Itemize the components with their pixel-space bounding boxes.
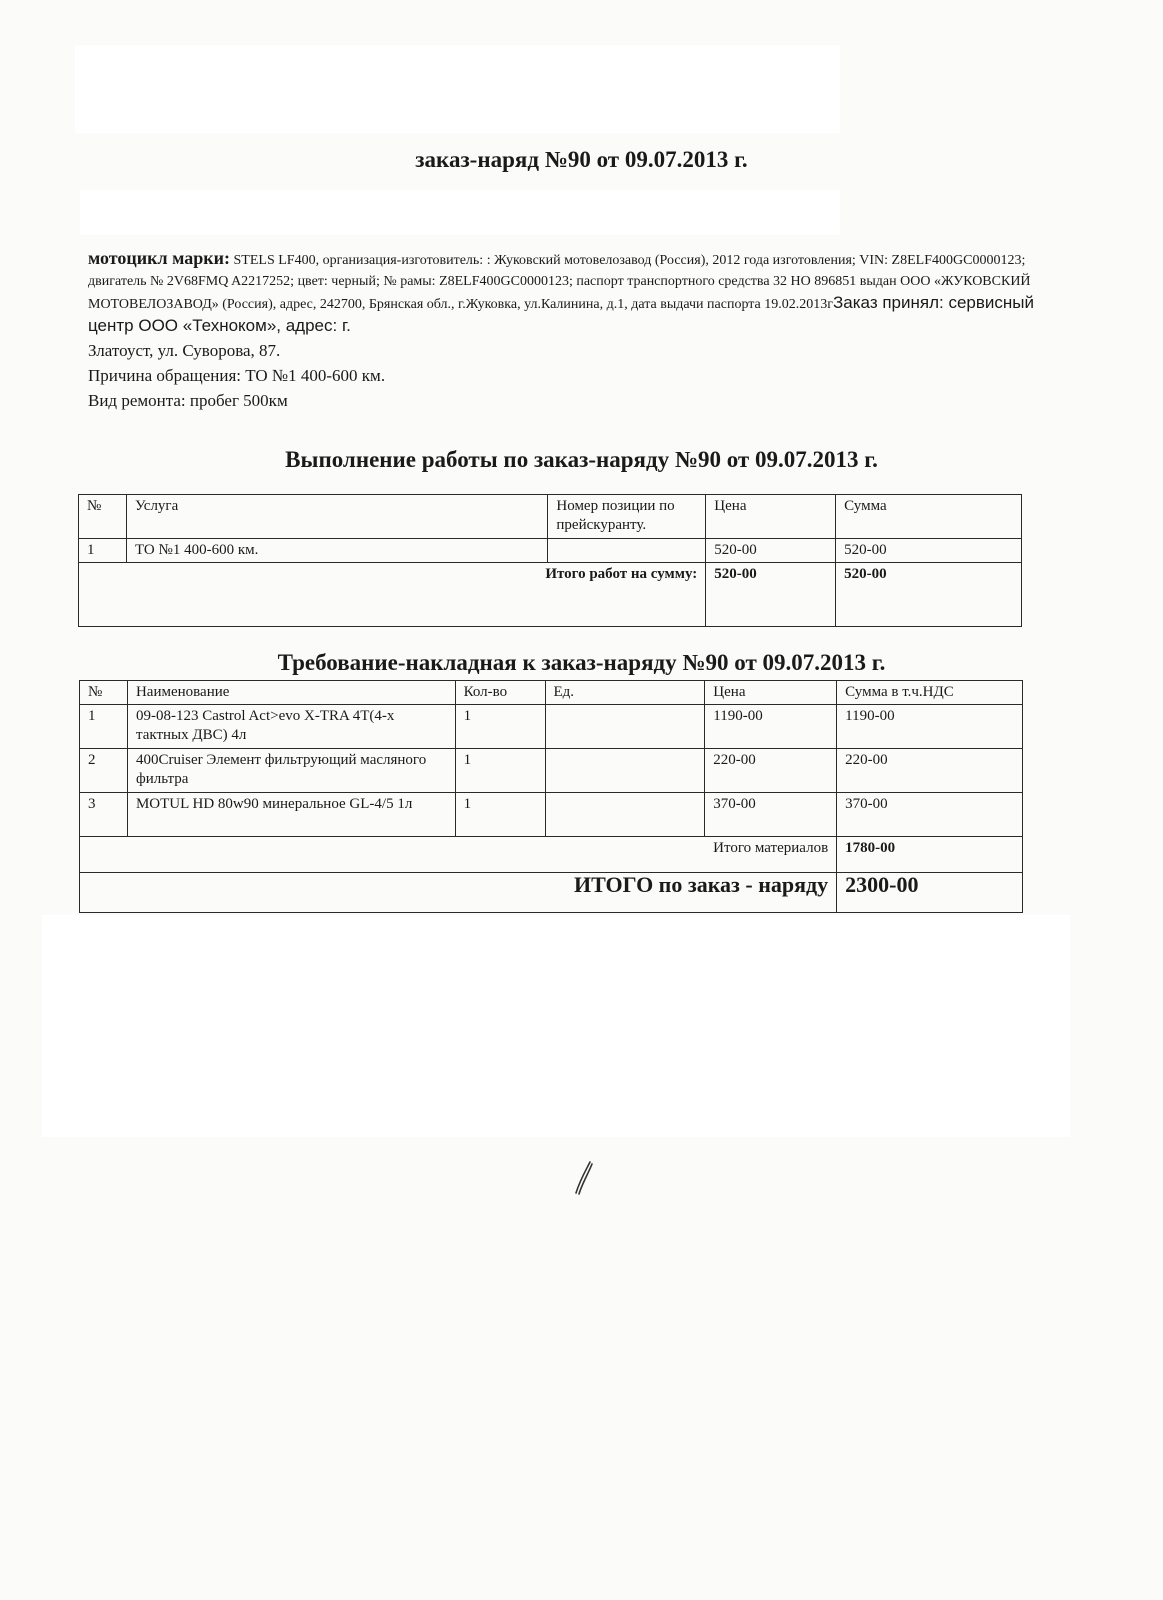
works-col-price: Цена [706, 495, 836, 539]
row-price: 220-00 [705, 749, 837, 793]
row-unit [545, 793, 705, 837]
vehicle-info [88, 248, 1063, 413]
works-header-row [79, 495, 1022, 539]
materials-title: Требование-накладная к заказ-наряду №90 от 09.07.2013 г. [277, 650, 886, 675]
row-unit [545, 749, 705, 793]
table-row [80, 705, 1023, 749]
materials-col-sum: Сумма в т.ч.НДС [837, 681, 1023, 705]
document-title: заказ-наряд №90 от 09.07.2013 г. [415, 147, 748, 172]
materials-total-value: 1780-00 [837, 837, 1023, 873]
service-address: Златоуст, ул. Суворова, 87. [88, 341, 281, 360]
row-price: 520-00 [706, 539, 836, 563]
table-row [80, 793, 1023, 837]
materials-total-label: Итого материалов [80, 837, 837, 873]
materials-table [79, 680, 1023, 913]
materials-col-number: № [80, 681, 128, 705]
row-sum: 520-00 [836, 539, 1022, 563]
visit-reason: Причина обращения: ТО №1 400-600 км. [88, 366, 386, 385]
works-col-number: № [79, 495, 127, 539]
signature-mark [572, 1160, 596, 1196]
materials-col-price: Цена [705, 681, 837, 705]
repair-type: Вид ремонта: пробег 500км [88, 391, 288, 410]
accepted-by: Заказ принял: сервисный центр ООО «Техноком», адрес: г. [88, 293, 1034, 335]
table-row [80, 749, 1023, 793]
row-sum: 370-00 [837, 793, 1023, 837]
redaction-top [75, 45, 840, 133]
row-sum: 220-00 [837, 749, 1023, 793]
grand-total-label: ИТОГО по заказ - наряду [80, 873, 837, 913]
row-number: 1 [79, 539, 127, 563]
row-qty: 1 [455, 749, 545, 793]
grand-total-value: 2300-00 [837, 873, 1023, 913]
vehicle-label: мотоцикл марки: [88, 248, 230, 268]
vehicle-details: STELS LF400, организация-изготовитель: : Жуковский мотовелозавод (Россия), 2012 года изготовления; VIN: Z8ELF400GC0000123; двигатель № 2V68FMQ A2217252; цвет: черный; № рамы: Z8ELF400GC0000123; паспорт транспортного средства 32 НО 896851 выдан ООО «ЖУКОВСКИЙ МОТОВЕЛОЗАВОД» (Россия), адрес, 242700, Брянская обл., г.Жуковка, ул.Калинина, д.1, дата выдачи паспорта 19.02.2013г [88, 253, 1031, 312]
row-qty: 1 [455, 705, 545, 749]
row-price: 1190-00 [705, 705, 837, 749]
row-number: 2 [80, 749, 128, 793]
row-name: 400Cruiser Элемент фильтрующий масляного фильтра [127, 749, 455, 793]
works-total-label: Итого работ на сумму: [79, 563, 706, 627]
works-col-pricelist: Номер позиции по прейскуранту. [548, 495, 706, 539]
row-name: MOTUL HD 80w90 минеральное GL-4/5 1л [127, 793, 455, 837]
row-number: 1 [80, 705, 128, 749]
row-qty: 1 [455, 793, 545, 837]
row-price: 370-00 [705, 793, 837, 837]
materials-col-name: Наименование [127, 681, 455, 705]
redaction-bottom [42, 915, 1070, 1137]
row-number: 3 [80, 793, 128, 837]
works-total-sum: 520-00 [836, 563, 1022, 627]
row-unit [545, 705, 705, 749]
works-title: Выполнение работы по заказ-наряду №90 от 09.07.2013 г. [285, 447, 878, 472]
works-col-service: Услуга [126, 495, 547, 539]
row-name: 09-08-123 Castrol Act>evo X-TRA 4T(4-х тактных ДВС) 4л [127, 705, 455, 749]
works-table [78, 494, 1022, 627]
redaction-middle [80, 190, 840, 235]
grand-total-row [80, 873, 1023, 913]
materials-col-unit: Ед. [545, 681, 705, 705]
works-total-price: 520-00 [706, 563, 836, 627]
materials-col-qty: Кол-во [455, 681, 545, 705]
row-service: ТО №1 400-600 км. [126, 539, 547, 563]
works-total-row [79, 563, 1022, 627]
table-row [79, 539, 1022, 563]
materials-total-row [80, 837, 1023, 873]
row-pricelist [548, 539, 706, 563]
materials-header-row [80, 681, 1023, 705]
works-col-sum: Сумма [836, 495, 1022, 539]
row-sum: 1190-00 [837, 705, 1023, 749]
